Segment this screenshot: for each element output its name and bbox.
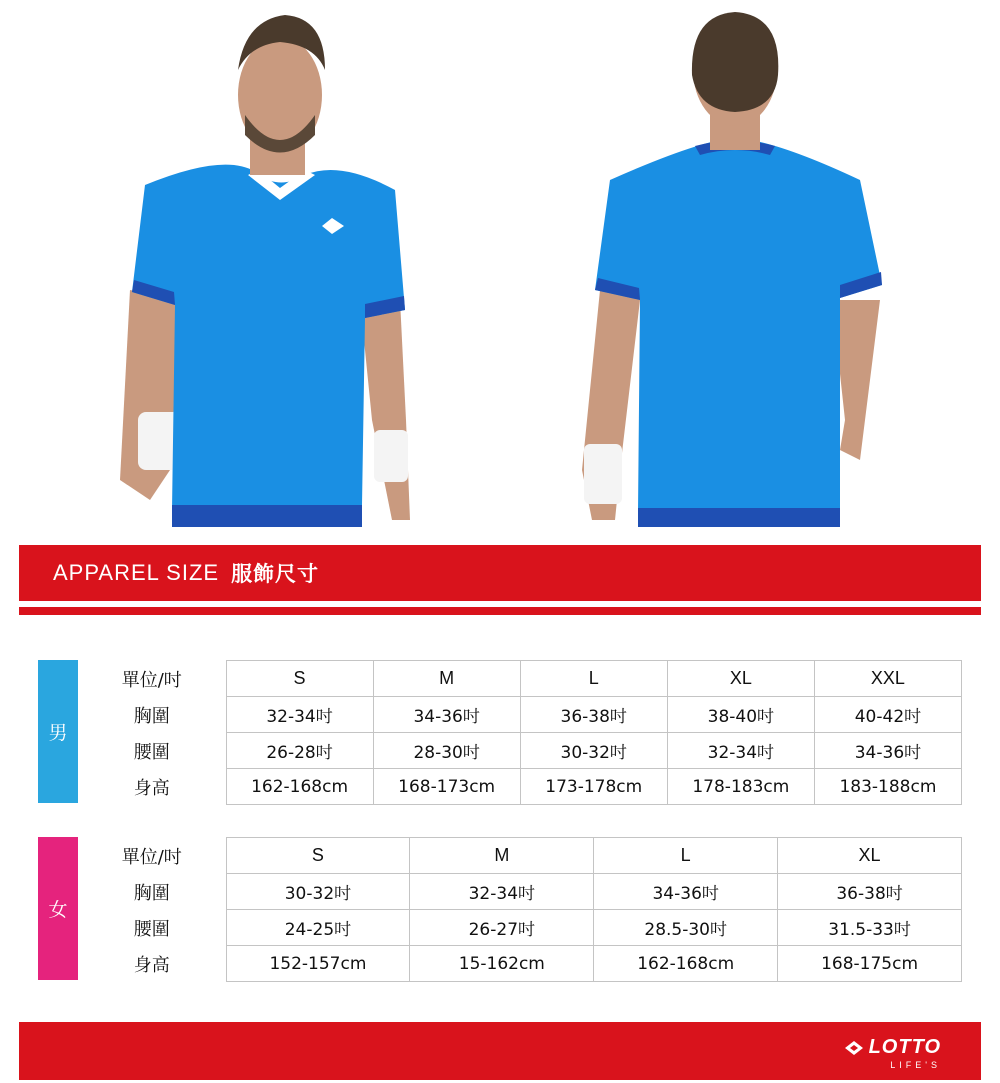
table-row bbox=[78, 874, 962, 910]
size-header: S bbox=[226, 661, 373, 697]
table-cell: 26-28吋 bbox=[226, 733, 373, 769]
female-size-table bbox=[78, 837, 962, 982]
table-cell: 30-32吋 bbox=[226, 874, 410, 910]
table-cell: 34-36吋 bbox=[594, 874, 778, 910]
lotto-logo bbox=[845, 1036, 941, 1070]
table-cell: 40-42吋 bbox=[814, 697, 961, 733]
size-header: M bbox=[373, 661, 520, 697]
table-cell: 162-168cm bbox=[226, 769, 373, 805]
table-row bbox=[78, 769, 962, 805]
lotto-diamond-icon bbox=[845, 1041, 863, 1055]
table-cell: 26-27吋 bbox=[410, 910, 594, 946]
table-cell: 173-178cm bbox=[520, 769, 667, 805]
table-cell: 32-34吋 bbox=[410, 874, 594, 910]
table-cell: 32-34吋 bbox=[226, 697, 373, 733]
table-cell: 162-168cm bbox=[594, 946, 778, 982]
size-header: XL bbox=[778, 838, 962, 874]
table-row bbox=[78, 910, 962, 946]
brand-tagline: LIFE'S bbox=[890, 1060, 941, 1070]
size-header: L bbox=[594, 838, 778, 874]
male-label-tab bbox=[38, 660, 78, 803]
table-cell: 24-25吋 bbox=[226, 910, 410, 946]
table-cell: 34-36吋 bbox=[814, 733, 961, 769]
row-label-height: 身高 bbox=[133, 777, 170, 799]
size-header: L bbox=[520, 661, 667, 697]
size-header: XXL bbox=[814, 661, 961, 697]
male-label: 男 bbox=[48, 722, 68, 744]
size-header: M bbox=[410, 838, 594, 874]
table-row bbox=[78, 697, 962, 733]
table-cell: 38-40吋 bbox=[667, 697, 814, 733]
unit-label: 單位/吋 bbox=[121, 669, 182, 691]
table-row bbox=[78, 661, 962, 697]
table-cell: 178-183cm bbox=[667, 769, 814, 805]
table-cell: 28-30吋 bbox=[373, 733, 520, 769]
table-cell: 34-36吋 bbox=[373, 697, 520, 733]
row-label-chest: 胸圍 bbox=[133, 882, 170, 904]
banner-title-en: APPAREL SIZE bbox=[53, 560, 220, 585]
brand-name: LOTTO bbox=[868, 1036, 941, 1058]
table-row bbox=[78, 733, 962, 769]
female-label-tab bbox=[38, 837, 78, 980]
table-cell: 31.5-33吋 bbox=[778, 910, 962, 946]
table-cell: 28.5-30吋 bbox=[594, 910, 778, 946]
product-photo-back bbox=[570, 0, 900, 527]
banner-title-zh: 服飾尺寸 bbox=[231, 562, 320, 586]
table-cell: 168-173cm bbox=[373, 769, 520, 805]
table-row bbox=[78, 838, 962, 874]
table-cell: 36-38吋 bbox=[520, 697, 667, 733]
table-cell: 168-175cm bbox=[778, 946, 962, 982]
female-label: 女 bbox=[48, 899, 68, 921]
row-label-waist: 腰圍 bbox=[133, 741, 170, 763]
size-header: S bbox=[226, 838, 410, 874]
size-header: XL bbox=[667, 661, 814, 697]
banner-divider bbox=[19, 607, 981, 615]
table-cell: 36-38吋 bbox=[778, 874, 962, 910]
brand-footer bbox=[19, 1022, 981, 1080]
table-row bbox=[78, 946, 962, 982]
table-cell: 15-162cm bbox=[410, 946, 594, 982]
table-cell: 152-157cm bbox=[226, 946, 410, 982]
apparel-size-banner bbox=[19, 545, 981, 601]
table-cell: 32-34吋 bbox=[667, 733, 814, 769]
table-cell: 30-32吋 bbox=[520, 733, 667, 769]
unit-label: 單位/吋 bbox=[121, 846, 182, 868]
product-photo-front bbox=[110, 0, 430, 527]
row-label-waist: 腰圍 bbox=[133, 918, 170, 940]
male-size-table bbox=[78, 660, 962, 805]
table-cell: 183-188cm bbox=[814, 769, 961, 805]
row-label-height: 身高 bbox=[133, 954, 170, 976]
row-label-chest: 胸圍 bbox=[133, 705, 170, 727]
